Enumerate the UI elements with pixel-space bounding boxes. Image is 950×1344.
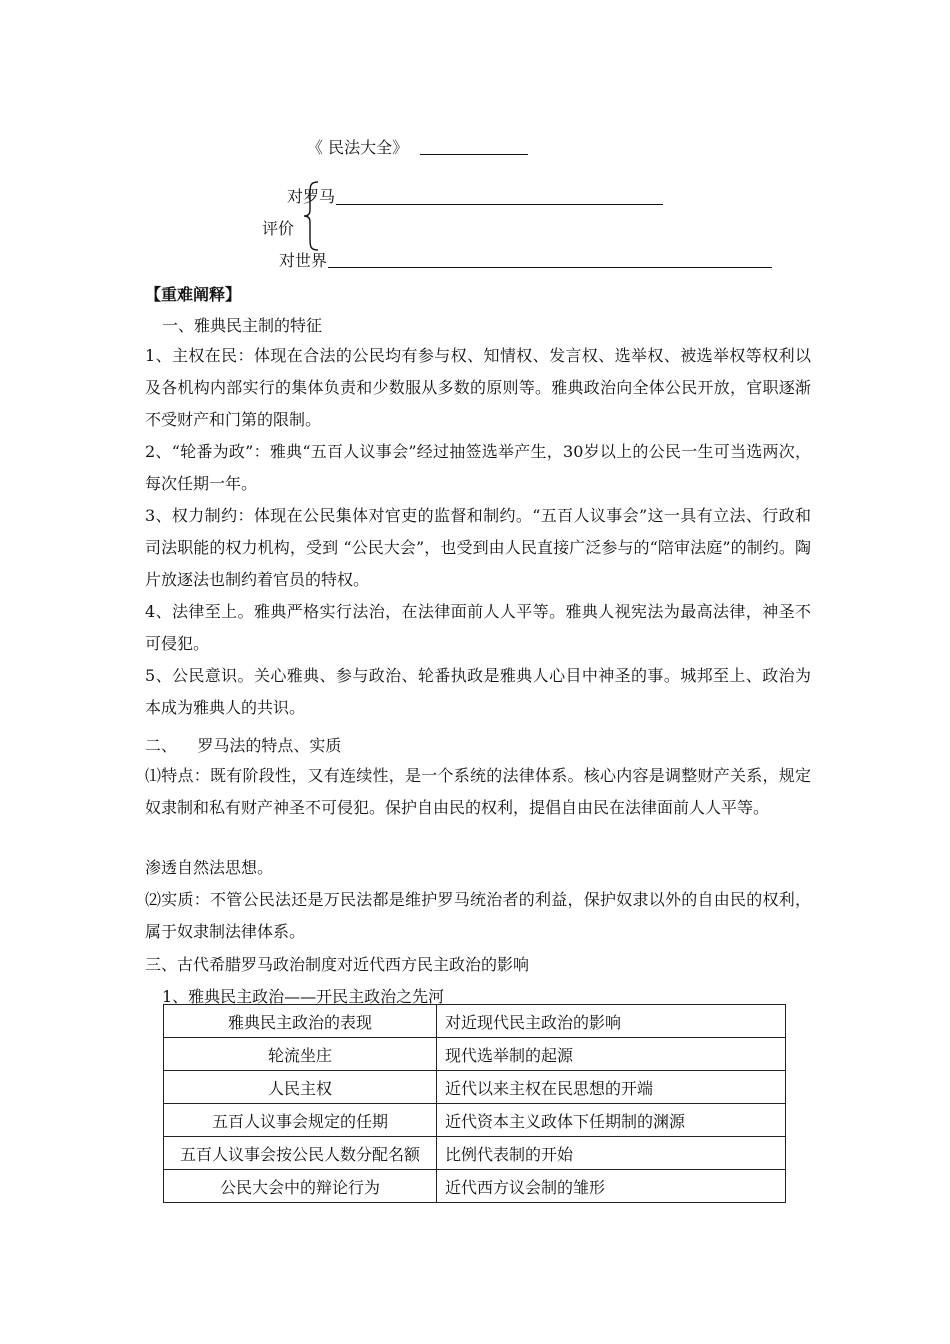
table-row — [164, 1104, 786, 1137]
table-row — [164, 1038, 786, 1071]
table-cell: 近代西方议会制的雏形 — [437, 1170, 786, 1203]
part1-heading: 一、雅典民主制的特征 — [162, 316, 323, 335]
table-cell: 近代以来主权在民思想的开端 — [437, 1071, 786, 1104]
table-row — [164, 1170, 786, 1203]
to-rome-answer-blank[interactable] — [336, 204, 663, 205]
table-cell: 近代资本主义政体下任期制的渊源 — [437, 1104, 786, 1137]
book-answer-blank[interactable] — [420, 154, 528, 155]
table-header-cell: 雅典民主政治的表现 — [164, 1005, 437, 1038]
part1-item-2: 2、“轮番为政”：雅典“五百人议事会”经过抽签选举产生，30岁以上的公民一生可当选两次，每次任期一年。 — [145, 442, 811, 493]
table-header-cell: 对近现代民主政治的影响 — [437, 1005, 786, 1038]
eval-label: 评价 — [262, 219, 295, 238]
table-cell: 公民大会中的辩论行为 — [164, 1170, 437, 1203]
table-cell: 轮流坐庄 — [164, 1038, 437, 1071]
part1-item-5: 5、公民意识。关心雅典、参与政治、轮番执政是雅典人心目中神圣的事。城邦至上、政治为本成为雅典人的共识。 — [145, 666, 811, 717]
to-rome-label: 对罗马 — [287, 187, 336, 206]
table-row — [164, 1137, 786, 1170]
section-heading: 【重难阐释】 — [145, 285, 242, 304]
table-row — [164, 1071, 786, 1104]
to-world-answer-blank[interactable] — [328, 267, 772, 268]
curly-brace — [300, 180, 322, 252]
part2-features: ⑴特点：既有阶段性，又有连续性，是一个系统的法律体系。核心内容是调整财产关系，规定奴隶制和私有财产神圣不可侵犯。保护自由民的权利，提倡自由民在法律面前人人平等。 — [145, 766, 811, 817]
table-cell: 人民主权 — [164, 1071, 437, 1104]
part3-subheading: 1、雅典民主政治——开民主政治之先河 — [162, 987, 445, 1006]
part3-heading: 三、古代希腊罗马政治制度对近代西方民主政治的影响 — [145, 955, 530, 974]
table-cell: 比例代表制的开始 — [437, 1137, 786, 1170]
influence-table — [163, 1004, 786, 1203]
part2-essence: ⑵实质：不管公民法还是万民法都是维护罗马统治者的利益，保护奴隶以外的自由民的权利，属于奴隶制法律体系。 — [145, 890, 811, 941]
part1-item-1: 1、主权在民：体现在合法的公民均有参与权、知情权、发言权、选举权、被选举权等权利以及各机构内部实行的集体负责和少数服从多数的原则等。雅典政治向全体公民开放，官职逐渐不受财产和门第的限制。 — [145, 346, 811, 429]
table-cell: 五百人议事会按公民人数分配名额 — [164, 1137, 437, 1170]
part2-natural-law: 渗透自然法思想。 — [145, 858, 274, 877]
table-cell: 现代选举制的起源 — [437, 1038, 786, 1071]
table-header-row — [164, 1005, 786, 1038]
table-cell: 五百人议事会规定的任期 — [164, 1104, 437, 1137]
part1-item-3: 3、权力制约：体现在公民集体对官吏的监督和制约。“五百人议事会”这一具有立法、行政和司法职能的权力机构，受到 “公民大会”，也受到由人民直接广泛参与的“陪审法庭”的制约。陶片放逐法也制约着官员的特权。 — [145, 506, 811, 589]
book-label: 《 民法大全》 — [307, 138, 409, 157]
part1-item-4: 4、法律至上。雅典严格实行法治，在法律面前人人平等。雅典人视宪法为最高法律，神圣不可侵犯。 — [145, 602, 811, 653]
part2-heading: 二、 罗马法的特点、实质 — [145, 736, 342, 755]
to-world-label: 对世界 — [279, 251, 328, 270]
